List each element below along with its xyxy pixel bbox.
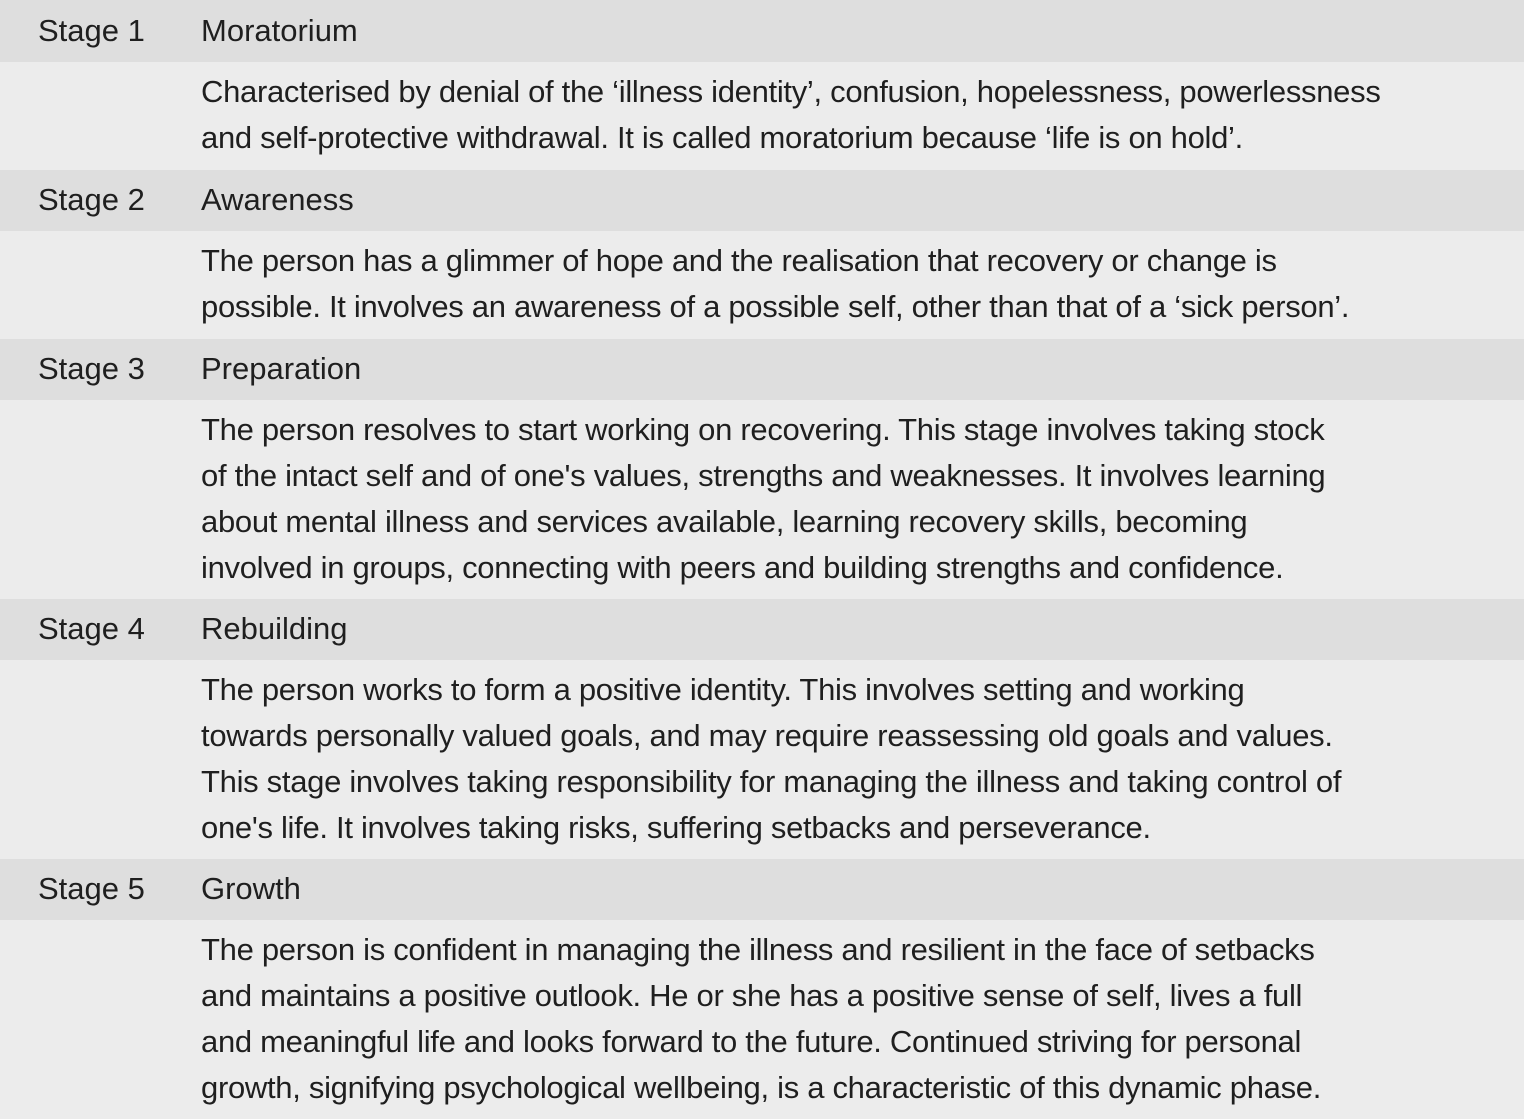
stage-name: Growth [201, 871, 301, 906]
description-line: The person has a glimmer of hope and the realisation that recovery or change is [201, 243, 1277, 278]
stage-header-row [0, 0, 1524, 62]
stage-description-row [0, 231, 1524, 339]
stage-label: Stage 2 [38, 182, 145, 217]
stage-header-row [0, 859, 1524, 920]
description-line: and meaningful life and looks forward to the future. Continued striving for personal [201, 1024, 1302, 1059]
stage-name: Preparation [201, 351, 362, 386]
description-line: The person is confident in managing the illness and resilient in the face of setbacks [201, 932, 1315, 967]
description-line: The person works to form a positive identity. This involves setting and working [201, 672, 1245, 707]
stage-description [201, 69, 1501, 161]
stage-description [201, 667, 1501, 851]
description-line: and maintains a positive outlook. He or she has a positive sense of self, lives a full [201, 978, 1303, 1013]
description-line: about mental illness and services available, learning recovery skills, becoming [201, 504, 1248, 539]
description-line: one's life. It involves taking risks, suffering setbacks and perseverance. [201, 810, 1151, 845]
description-line: The person resolves to start working on recovering. This stage involves taking stock [201, 412, 1325, 447]
stage-header-row [0, 339, 1524, 400]
stage-name: Awareness [201, 182, 354, 217]
description-line: and self-protective withdrawal. It is called moratorium because ‘life is on hold’. [201, 120, 1243, 155]
stage-description-row [0, 62, 1524, 170]
description-line: Characterised by denial of the ‘illness identity’, confusion, hopelessness, powerlessness [201, 74, 1381, 109]
stage-name: Moratorium [201, 13, 358, 48]
description-line: possible. It involves an awareness of a possible self, other than that of a ‘sick person’. [201, 289, 1350, 324]
description-line: of the intact self and of one's values, strengths and weaknesses. It involves learning [201, 458, 1326, 493]
stage-header-row [0, 170, 1524, 231]
description-line: towards personally valued goals, and may require reassessing old goals and values. [201, 718, 1333, 753]
stage-description [201, 927, 1501, 1111]
stage-label: Stage 3 [38, 351, 145, 386]
stage-description-row [0, 920, 1524, 1119]
stage-header-row [0, 599, 1524, 660]
stage-description [201, 407, 1501, 591]
stage-label: Stage 5 [38, 871, 145, 906]
description-line: This stage involves taking responsibility for managing the illness and taking control of [201, 764, 1342, 799]
stage-label: Stage 1 [38, 13, 145, 48]
stage-name: Rebuilding [201, 611, 348, 646]
description-line: growth, signifying psychological wellbeing, is a characteristic of this dynamic phase. [201, 1070, 1322, 1105]
stage-description-row [0, 400, 1524, 599]
stage-description-row [0, 660, 1524, 859]
description-line: involved in groups, connecting with peers and building strengths and confidence. [201, 550, 1284, 585]
stage-label: Stage 4 [38, 611, 145, 646]
stage-description [201, 238, 1501, 330]
